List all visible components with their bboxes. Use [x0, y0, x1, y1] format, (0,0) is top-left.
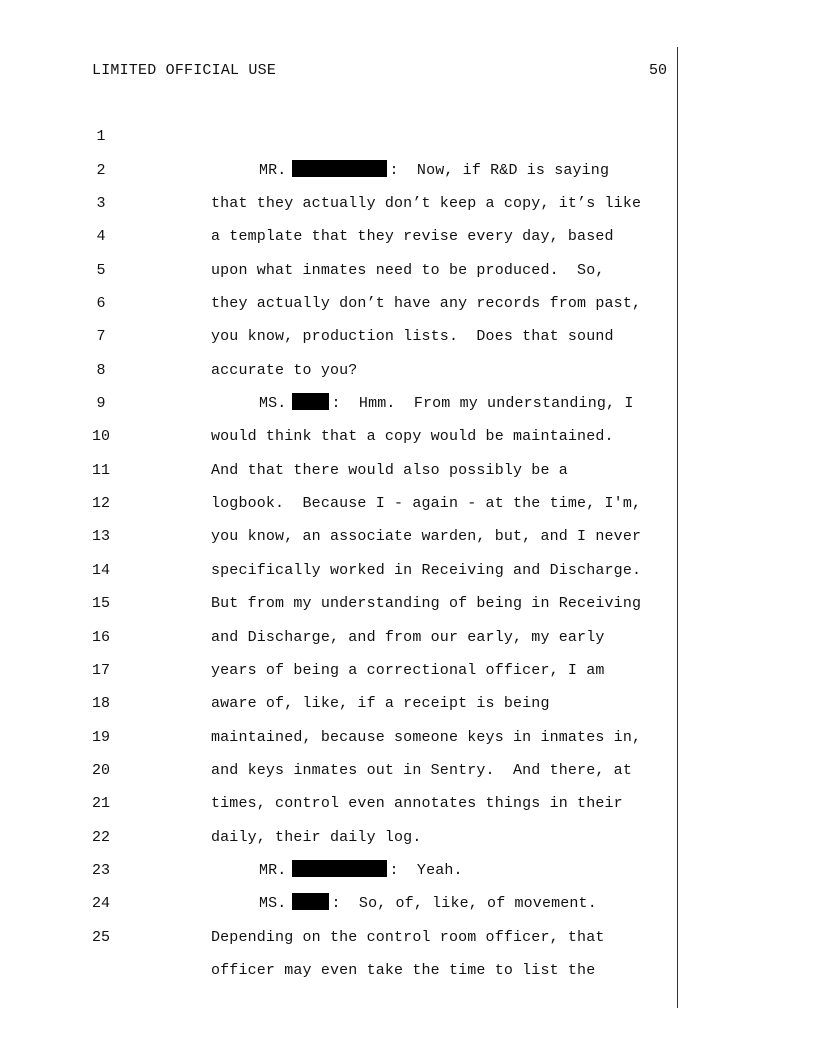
line-text: times, control even annotates things in their [211, 795, 623, 813]
line-text: and Discharge, and from our early, my early [211, 628, 605, 646]
line-number: 11 [91, 461, 110, 479]
spoken-text: : Yeah. [389, 861, 463, 879]
line-text: you know, production lists. Does that sound [211, 328, 614, 346]
line-number: 24 [91, 895, 110, 913]
line-text: daily, their daily log. [211, 828, 422, 846]
speaker-label: MS. [259, 895, 287, 913]
line-text: Depending on the control room officer, that [211, 928, 605, 946]
line-number: 15 [91, 595, 110, 613]
line-text: And that there would also possibly be a [211, 461, 568, 479]
line-text: you know, an associate warden, but, and I never [211, 528, 642, 546]
line-text: and keys inmates out in Sentry. And there, at [211, 761, 632, 779]
line-number: 1 [96, 128, 106, 146]
line-number: 22 [91, 828, 110, 846]
line-number: 21 [91, 795, 110, 813]
speaker-label: MS. [259, 395, 287, 413]
line-text: But from my understanding of being in Receiving [211, 595, 642, 613]
line-text: would think that a copy would be maintained. [211, 428, 614, 446]
page-number: 50 [648, 62, 667, 79]
line-text: maintained, because someone keys in inmates in, [211, 728, 642, 746]
page-header [92, 61, 667, 81]
line-text: logbook. Because I - again - at the time, I'm, [211, 495, 642, 513]
line-number: 14 [91, 561, 110, 579]
line-number: 5 [96, 261, 106, 279]
spoken-text: : So, of, like, of movement. [331, 895, 597, 913]
transcript-body [0, 87, 816, 979]
spoken-text: : Now, if R&D is saying [389, 161, 610, 179]
line-text: aware of, like, if a receipt is being [211, 695, 550, 713]
transcript-line-1 [0, 87, 816, 179]
speaker-label: MR. [259, 161, 287, 179]
line-number: 6 [96, 295, 106, 313]
line-number: 4 [96, 228, 106, 246]
line-number: 16 [91, 628, 110, 646]
line-text: upon what inmates need to be produced. So, [211, 261, 605, 279]
line-number: 3 [96, 195, 106, 213]
spoken-text: : Hmm. From my understanding, I [331, 395, 634, 413]
line-text: officer may even take the time to list the [211, 961, 596, 979]
line-number: 23 [91, 861, 110, 879]
line-number: 8 [96, 361, 106, 379]
line-text: they actually don’t have any records from past, [211, 295, 642, 313]
speaker-label: MR. [259, 861, 287, 879]
line-number: 2 [96, 161, 106, 179]
line-text: accurate to you? [211, 361, 358, 379]
line-number: 12 [91, 495, 110, 513]
line-text: a template that they revise every day, based [211, 228, 614, 246]
line-number: 13 [91, 528, 110, 546]
line-number: 19 [91, 728, 110, 746]
line-number: 25 [91, 928, 110, 946]
line-number: 20 [91, 761, 110, 779]
line-number: 9 [96, 395, 106, 413]
line-number: 7 [96, 328, 106, 346]
line-text: that they actually don’t keep a copy, it’s like [211, 195, 642, 213]
classification-marking: LIMITED OFFICIAL USE [92, 62, 277, 79]
line-text: specifically worked in Receiving and Discharge. [211, 561, 642, 579]
line-text: years of being a correctional officer, I am [211, 661, 605, 679]
line-number: 17 [91, 661, 110, 679]
line-number: 10 [91, 428, 110, 446]
line-number: 18 [91, 695, 110, 713]
